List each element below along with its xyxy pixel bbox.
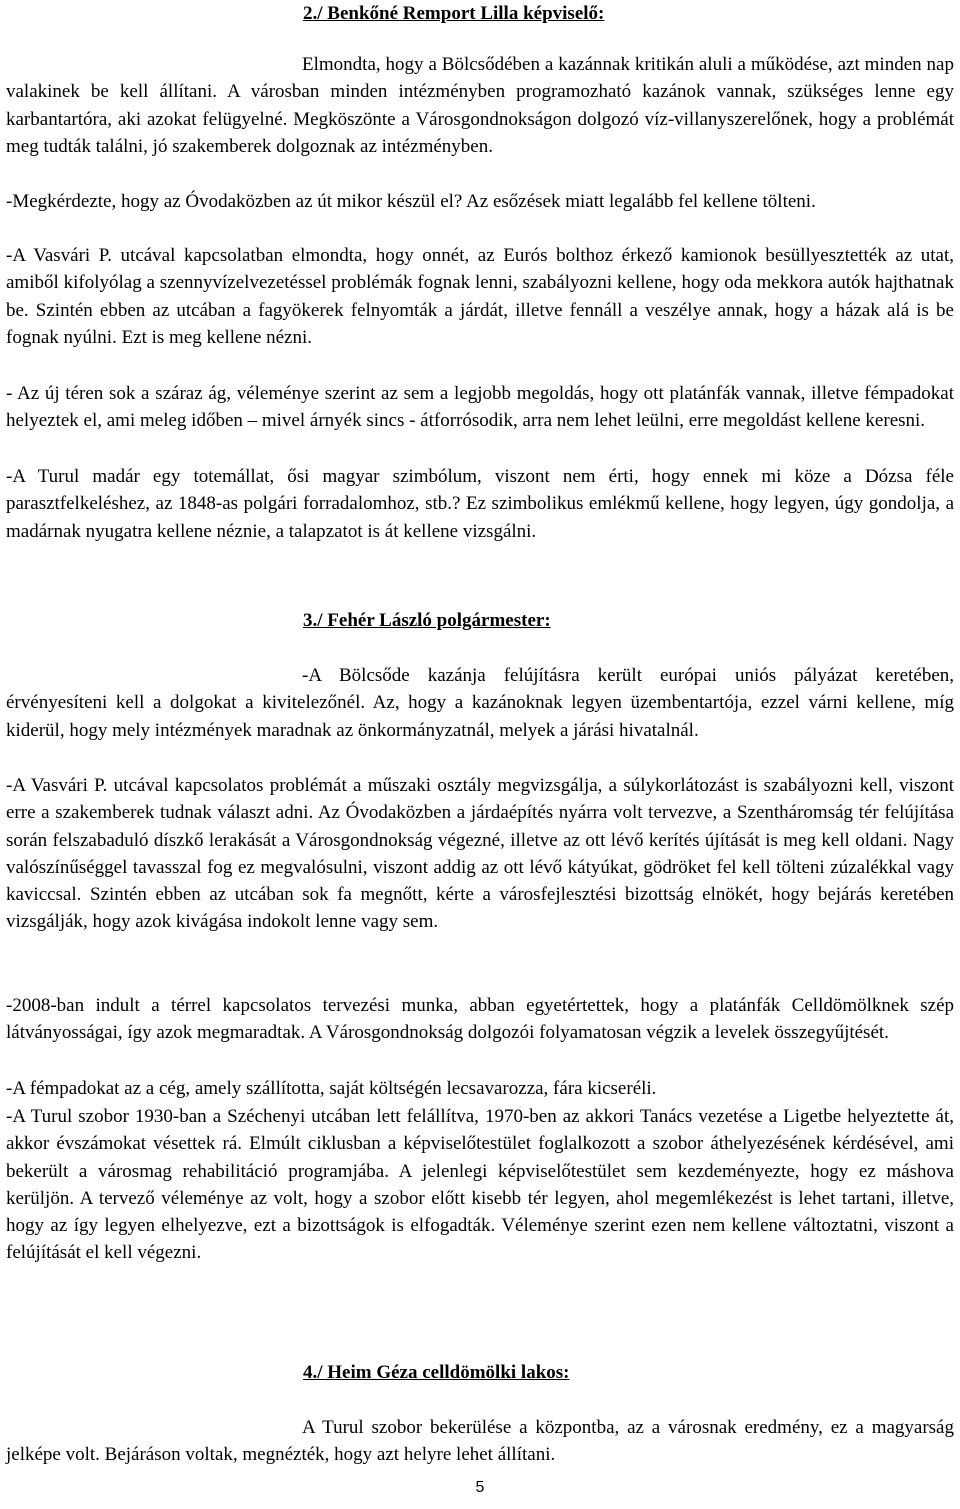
- section-4-paragraph-1: [6, 1414, 954, 1469]
- section-2-paragraph-5: -A Turul madár egy totemállat, ősi magyar szimbólum, viszont nem érti, hogy ennek mi köze a Dózsa féle parasztfelkeléshez, az 1848-as polgári forradalomhoz, stb.? Ez szimbolikus emlékmű kellene, hogy legyen, úgy gondolja, a madárnak nyugatra kellene néznie, a talapzatot is át kellene vizsgálni.: [6, 466, 954, 542]
- page-number: 5: [475, 1479, 485, 1496]
- section-3-paragraph-1: [6, 662, 954, 744]
- section-3-paragraph-4: -A fémpadokat az a cég, amely szállította, saját költségén lecsavarozza, fára kicseréli.: [6, 1078, 657, 1099]
- section-3-paragraph-5: -A Turul szobor 1930-ban a Széchenyi utcában lett felállítva, 1970-ben az akkori Tanács vezetése a Ligetbe helyeztette át, akkor évszámokat vésettek rá. Elmúlt ciklusban a képviselőtestület foglalkozott a szobor áthelyezésének kérdésével, ami bekerült a városmag rehabilitáció programjába. A jelenlegi képviselőtestület sem kezdeményezte, hogy ez máshova kerüljön. A tervező véleménye az volt, hogy a szobor előtt kisebb tér legyen, ahol megemlékezést is lehet tartani, illetve, hogy az így legyen elhelyezve, ezt a bizottságok is elfogadták. Véleménye szerint ezen nem kellene változtatni, viszont a felújítását el kell végezni.: [6, 1106, 954, 1264]
- section-2-paragraph-3: -A Vasvári P. utcával kapcsolatban elmondta, hogy onnét, az Eurós bolthoz érkező kamionok besüllyesztették az utat, amiből kifolyólag a szennyvízelvezetéssel problémák fognak lenni, szabályozni kellene, hogy oda mekkora autók hajthatnak be. Szintén ebben az utcában a fagyökerek felnyomták a járdát, illetve fennáll a veszélye annak, hogy a házak alá is be fognak nyúlni. Ezt is meg kellene nézni.: [6, 245, 954, 348]
- section-2-paragraph-1: [6, 51, 954, 160]
- section-2-paragraph-4: - Az új téren sok a száraz ág, véleménye szerint az sem a legjobb megoldás, hogy ott platánfák vannak, illetve fémpadokat helyeztek el, ami meleg időben – mivel árnyék sincs - átforrósodik, arra nem lehet leülni, erre megoldást kellene keresni.: [6, 383, 954, 432]
- section-3-paragraph-3: -2008-ban indult a térrel kapcsolatos tervezési munka, abban egyetértettek, hogy a platánfák Celldömölknek szép látványosságai, így azok megmaradtak. A Városgondnokság dolgozói folyamatosan végzik a levelek összegyűjtését.: [6, 995, 954, 1044]
- section-3-paragraph-2: -A Vasvári P. utcával kapcsolatos problémát a műszaki osztály megvizsgálja, a súlykorlátozást is szabályozni kell, viszont erre a szakemberek tudnak választ adni. Az Óvodaközben a járdaépítés nyárra volt tervezve, a Szentháromság tér felújítása során felszabaduló díszkő lerakását a Városgondnokság végezné, illetve az ott lévő kerítés újítását is meg kell oldani. Nagy valószínűséggel tavasszal fog ez megvalósulni, viszont addig az ott lévő kátyúkat, gödröket fel kell tölteni zúzalékkal vagy kaviccsal. Szintén ebben az utcában sok fa megnőtt, kérte a városfejlesztési bizottság elnökét, hogy bejárás keretében vizsgálják, hogy azok kivágása indokolt lenne vagy sem.: [6, 775, 954, 933]
- section-2-paragraph-1-text: Elmondta, hogy a Bölcsődében a kazánnak kritikán aluli a működése, azt minden nap valakinek be kell állítani. A városban minden intézményben programozható kazánok vannak, szükséges lenne egy karbantartóra, aki azokat felügyelné. Megköszönte a Városgondnokságon dolgozó víz-villanyszerelőnek, hogy a problémát meg tudták találni, jó szakemberek dolgoznak az intézményben.: [6, 54, 954, 157]
- section-3-paragraph-1-text: -A Bölcsőde kazánja felújításra került európai uniós pályázat keretében, érvényesíteni kell a dolgokat a kivitelezőnél. Az, hogy a kazánoknak legyen üzembentartója, ezzel várni kellene, míg kiderül, hogy mely intézmények maradnak az önkormányzatnál, melyek a járási hivatalnál.: [6, 665, 954, 741]
- section-2-heading: 2./ Benkőné Remport Lilla képviselő:: [303, 3, 605, 24]
- section-4-paragraph-1-text: A Turul szobor bekerülése a központba, az a városnak eredmény, ez a magyarság jelképe volt. Bejáráson voltak, megnézték, hogy azt helyre lehet állítani.: [6, 1417, 954, 1466]
- section-3-heading: 3./ Fehér László polgármester:: [303, 610, 551, 631]
- section-2-paragraph-2: -Megkérdezte, hogy az Óvodaközben az út mikor készül el? Az esőzések miatt legalább fel kellene tölteni.: [6, 191, 816, 212]
- section-4-heading: 4./ Heim Géza celldömölki lakos:: [303, 1362, 570, 1383]
